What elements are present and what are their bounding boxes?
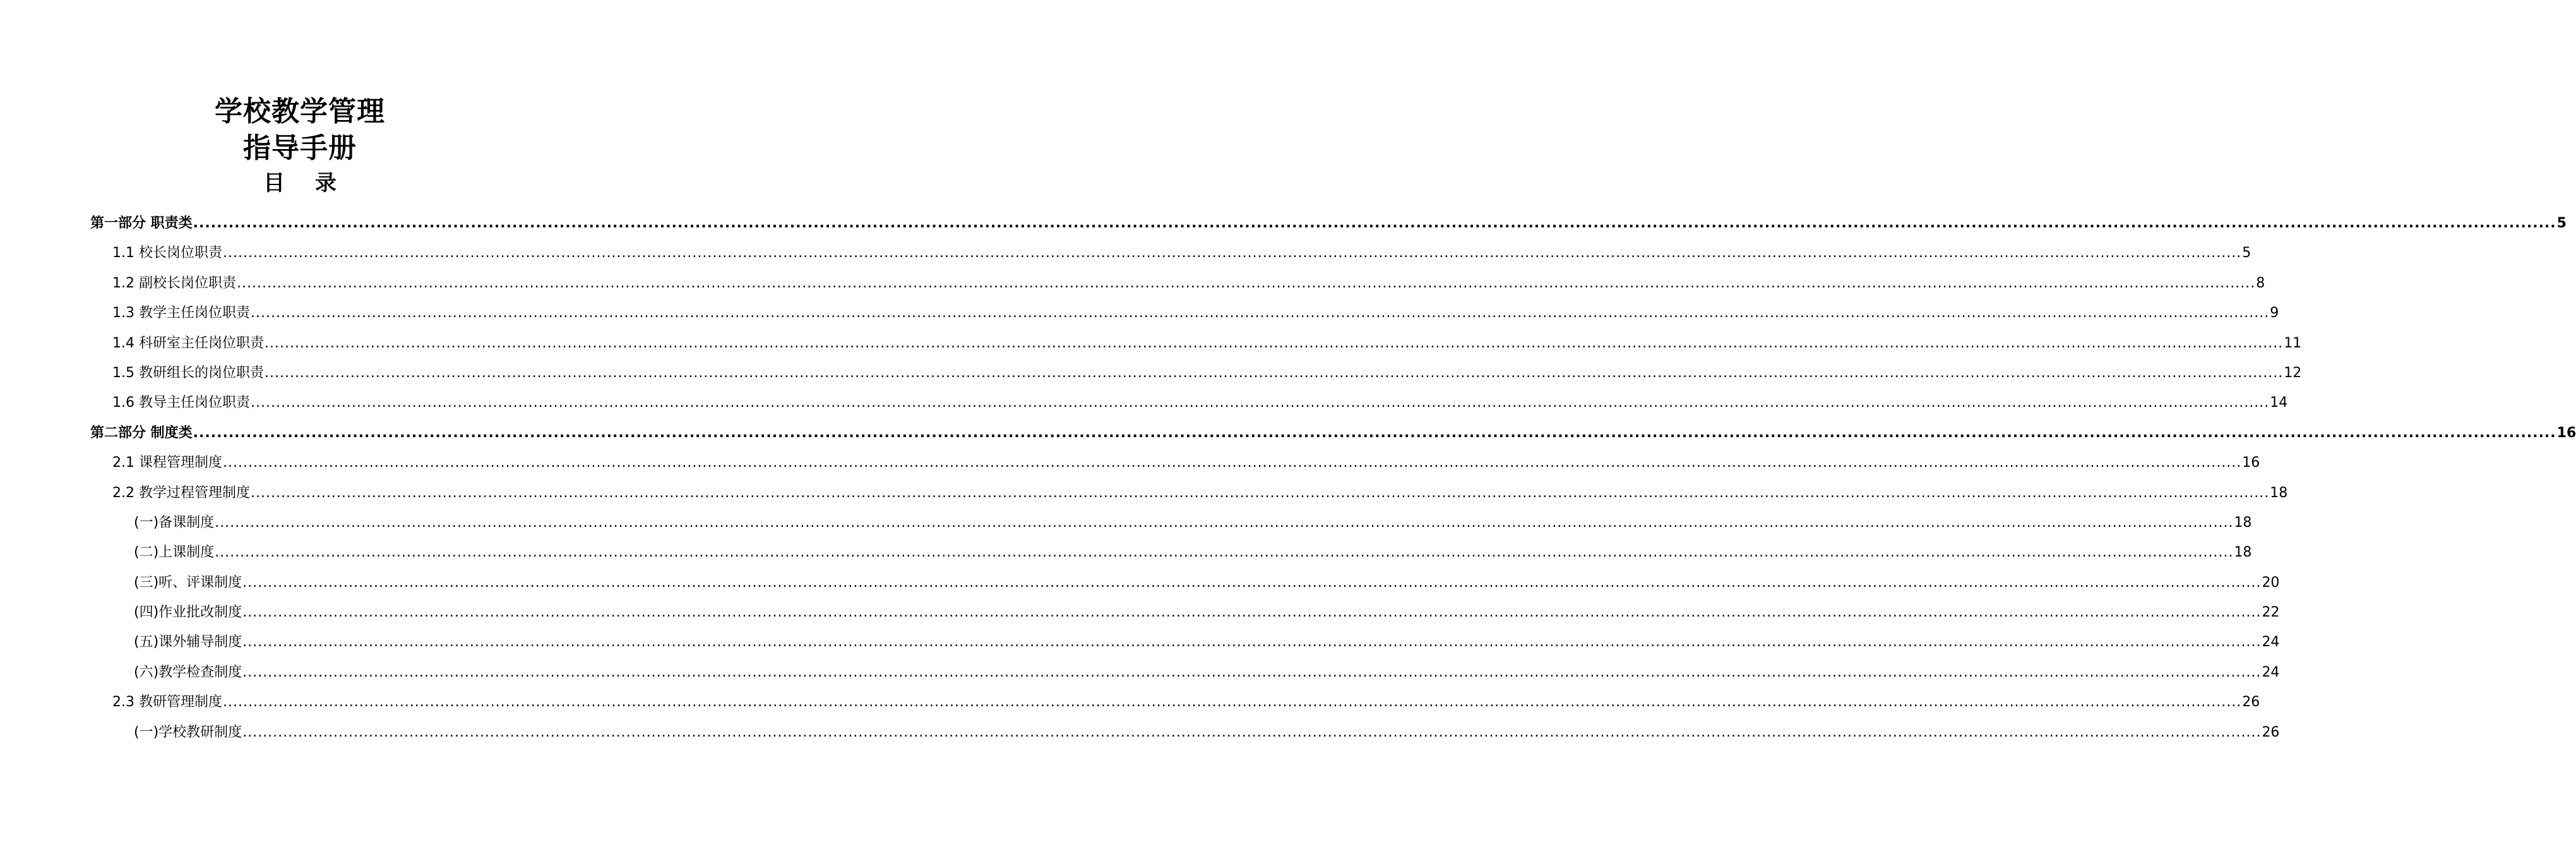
toc-dot-leader: ................................................................................................................................................................................................................................................................................................................................................................................................................ xyxy=(250,395,2270,411)
table-of-contents xyxy=(90,208,2576,747)
toc-entry-label: (一)备课制度 xyxy=(134,514,215,531)
toc-entry-page-number: 5 xyxy=(2556,215,2567,231)
toc-entry-label: (二)上课制度 xyxy=(134,545,215,561)
toc-entry-label: (五)课外辅导制度 xyxy=(134,634,242,651)
toc-entry-label: 1.3 教学主任岗位职责 xyxy=(112,305,250,322)
toc-entry-label: 2.1 课程管理制度 xyxy=(112,455,222,471)
toc-entry-label: 第二部分 制度类 xyxy=(90,424,193,441)
toc-entry-page-number: 26 xyxy=(2262,724,2280,740)
toc-entry-page-number: 26 xyxy=(2242,694,2260,711)
toc-entry-label: 1.4 科研室主任岗位职责 xyxy=(112,335,264,351)
toc-dot-leader: ................................................................................................................................................................................................................................................................................................................................................................................................................ xyxy=(242,664,2262,680)
toc-dot-leader: ................................................................................................................................................................................................................................................................................................................................................................................................................ xyxy=(250,485,2270,501)
toc-entry-label: 1.2 副校长岗位职责 xyxy=(112,275,236,291)
toc-entry-label: 1.1 校长岗位职责 xyxy=(112,245,222,262)
toc-entry-label: (三)听、评课制度 xyxy=(134,574,242,591)
toc-entry[interactable] xyxy=(90,448,2260,478)
toc-entry-page-number: 16 xyxy=(2242,455,2260,471)
document-title-line-2: 指导手册 xyxy=(243,132,357,164)
toc-entry[interactable] xyxy=(90,687,2260,717)
toc-entry-label: 1.5 教研组长的岗位职责 xyxy=(112,364,264,381)
toc-dot-leader: ................................................................................................................................................................................................................................................................................................................................................................................................................ xyxy=(242,605,2262,621)
toc-dot-leader: ................................................................................................................................................................................................................................................................................................................................................................................................................ xyxy=(222,245,2242,262)
toc-entry-page-number: 22 xyxy=(2262,605,2280,621)
toc-dot-leader: ................................................................................................................................................................................................................................................................................................................................................................................................................ xyxy=(193,424,2556,441)
toc-entry[interactable] xyxy=(90,658,2280,687)
toc-entry-page-number: 8 xyxy=(2256,275,2265,291)
toc-entry-page-number: 14 xyxy=(2270,395,2288,411)
toc-dot-leader: ................................................................................................................................................................................................................................................................................................................................................................................................................ xyxy=(222,455,2242,471)
toc-entry-label: 1.6 教导主任岗位职责 xyxy=(112,395,250,411)
toc-entry[interactable] xyxy=(90,538,2252,567)
toc-dot-leader: ................................................................................................................................................................................................................................................................................................................................................................................................................ xyxy=(242,634,2262,651)
toc-heading: 目 录 xyxy=(263,171,348,196)
toc-entry[interactable] xyxy=(90,208,2567,238)
toc-entry[interactable] xyxy=(90,298,2279,328)
toc-dot-leader: ................................................................................................................................................................................................................................................................................................................................................................................................................ xyxy=(222,694,2242,711)
toc-dot-leader: ................................................................................................................................................................................................................................................................................................................................................................................................................ xyxy=(242,724,2262,740)
toc-dot-leader: ................................................................................................................................................................................................................................................................................................................................................................................................................ xyxy=(193,215,2556,231)
toc-entry[interactable] xyxy=(90,508,2252,538)
toc-entry-page-number: 24 xyxy=(2262,664,2280,680)
toc-dot-leader: ................................................................................................................................................................................................................................................................................................................................................................................................................ xyxy=(250,305,2270,322)
toc-entry[interactable] xyxy=(90,358,2302,388)
toc-entry-page-number: 18 xyxy=(2270,485,2288,501)
toc-entry[interactable] xyxy=(90,238,2251,268)
toc-entry[interactable] xyxy=(90,388,2288,418)
toc-entry[interactable] xyxy=(90,478,2288,508)
toc-entry[interactable] xyxy=(90,598,2280,627)
toc-entry-label: (四)作业批改制度 xyxy=(134,605,242,621)
document-title-line-1: 学校教学管理 xyxy=(215,95,385,128)
toc-entry-label: (一)学校教研制度 xyxy=(134,724,242,740)
toc-entry[interactable] xyxy=(90,718,2280,747)
toc-entry-page-number: 12 xyxy=(2284,364,2302,381)
toc-entry[interactable] xyxy=(90,568,2280,598)
toc-dot-leader: ................................................................................................................................................................................................................................................................................................................................................................................................................ xyxy=(242,574,2262,591)
toc-entry-page-number: 9 xyxy=(2270,305,2279,322)
toc-entry-page-number: 18 xyxy=(2234,545,2252,561)
toc-dot-leader: ................................................................................................................................................................................................................................................................................................................................................................................................................ xyxy=(215,545,2234,561)
toc-entry-page-number: 16 xyxy=(2556,424,2576,441)
toc-entry-label: (六)教学检查制度 xyxy=(134,664,242,680)
toc-dot-leader: ................................................................................................................................................................................................................................................................................................................................................................................................................ xyxy=(264,364,2284,381)
toc-dot-leader: ................................................................................................................................................................................................................................................................................................................................................................................................................ xyxy=(236,275,2256,291)
toc-entry[interactable] xyxy=(90,268,2265,298)
toc-entry[interactable] xyxy=(90,418,2576,448)
toc-entry-page-number: 18 xyxy=(2234,514,2252,531)
toc-dot-leader: ................................................................................................................................................................................................................................................................................................................................................................................................................ xyxy=(215,514,2234,531)
toc-entry-page-number: 11 xyxy=(2284,335,2302,351)
toc-entry-page-number: 20 xyxy=(2262,574,2280,591)
toc-entry-page-number: 5 xyxy=(2242,245,2251,262)
toc-entry-page-number: 24 xyxy=(2262,634,2280,651)
toc-entry[interactable] xyxy=(90,627,2280,657)
toc-dot-leader: ................................................................................................................................................................................................................................................................................................................................................................................................................ xyxy=(264,335,2284,351)
toc-entry[interactable] xyxy=(90,328,2302,358)
toc-entry-label: 2.3 教研管理制度 xyxy=(112,694,222,711)
toc-entry-label: 2.2 教学过程管理制度 xyxy=(112,485,250,501)
title-block xyxy=(0,93,600,198)
toc-entry-label: 第一部分 职责类 xyxy=(90,215,193,231)
